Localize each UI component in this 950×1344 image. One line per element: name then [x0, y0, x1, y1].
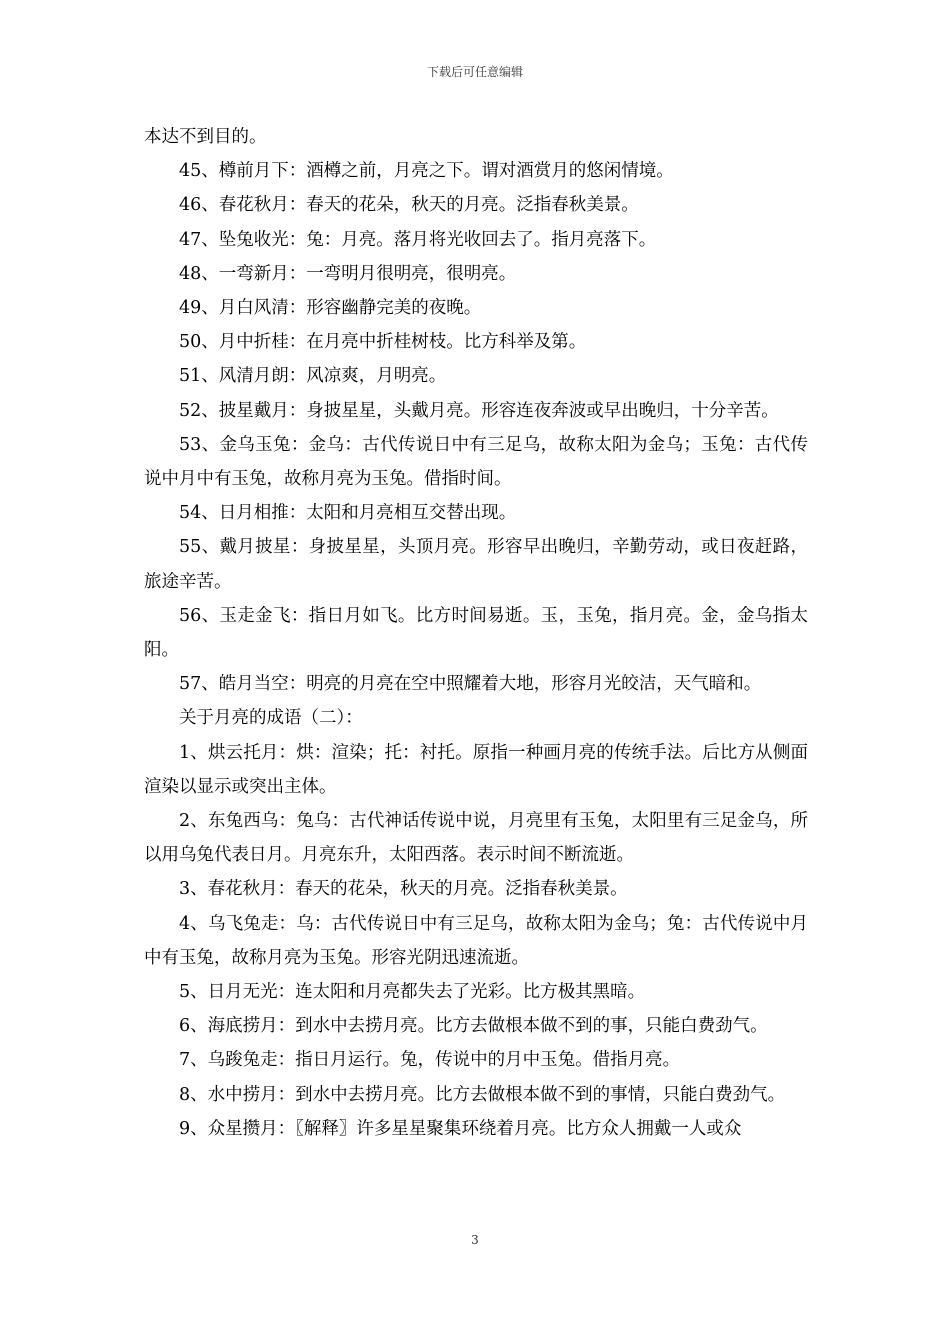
paragraph: 53、金乌玉兔：金乌：古代传说日中有三足乌，故称太阳为金乌；玉兔：古代传说中月中有玉兔，故称月亮为玉兔。借指时间。: [144, 434, 808, 490]
paragraph: 7、乌踆兔走：指日月运行。兔，传说中的月中玉兔。借指月亮。: [179, 1050, 681, 1071]
paragraph: 54、日月相推：太阳和月亮相互交替出现。: [179, 503, 517, 524]
paragraph: 1、烘云托月：烘：渲染；托：衬托。原指一种画月亮的传统手法。后比方从侧面渲染以显示或突出主体。: [144, 742, 808, 797]
paragraph: 48、一弯新月：一弯明月很明亮，很明亮。: [179, 263, 517, 284]
page-number: 3: [471, 1233, 479, 1247]
document-body: [144, 120, 808, 1146]
paragraph: 2、东兔西乌：兔乌：古代神话传说中说，月亮里有玉兔，太阳里有三足金乌，所以用乌兔代表日月。月亮东升，太阳西落。表示时间不断流逝。: [144, 811, 808, 866]
paragraph: 50、月中折桂：在月亮中折桂树枝。比方科举及第。: [179, 332, 587, 353]
paragraph: 49、月白风清：形容幽静完美的夜晚。: [179, 298, 482, 319]
paragraph: 46、春花秋月：春天的花朵，秋天的月亮。泛指春秋美景。: [179, 195, 639, 216]
paragraph: 47、坠兔收光：兔：月亮。落月将光收回去了。指月亮落下。: [179, 229, 657, 250]
paragraph: 9、众星攒月：〖解释〗许多星星聚集环绕着月亮。比方众人拥戴一人或众: [179, 1118, 742, 1139]
paragraph: 57、皓月当空：明亮的月亮在空中照耀着大地，形容月光皎洁，天气暗和。: [179, 674, 762, 695]
paragraph: 8、水中捞月：到水中去捞月亮。比方去做根本做不到的事情，只能白费劲气。: [179, 1084, 786, 1105]
section-heading: 关于月亮的成语（二）：: [179, 708, 363, 729]
paragraph: 52、披星戴月：身披星星，头戴月亮。形容连夜奔波或早出晚归，十分辛苦。: [179, 400, 779, 421]
paragraph: 55、戴月披星：身披星星，头顶月亮。形容早出晚归，辛勤劳动，或日夜赶路，旅途辛苦。: [144, 537, 808, 592]
page-header: 下载后可任意编辑: [426, 65, 523, 79]
paragraph: 本达不到目的。: [144, 127, 267, 147]
paragraph: 56、玉走金飞：指日月如飞。比方时间易逝。玉，玉兔，指月亮。金，金乌指太阳。: [144, 605, 808, 661]
paragraph: 5、日月无光：连太阳和月亮都失去了光彩。比方极其黑暗。: [179, 982, 646, 1003]
paragraph: 6、海底捞月：到水中去捞月亮。比方去做根本做不到的事，只能白费劲气。: [179, 1016, 768, 1037]
paragraph: 3、春花秋月：春天的花朵，秋天的月亮。泛指春秋美景。: [179, 879, 628, 900]
paragraph: 51、风清月朗：风凉爽，月明亮。: [179, 366, 447, 387]
paragraph: 4、乌飞兔走：乌：古代传说日中有三足乌，故称太阳为金乌；兔：古代传说中月中有玉兔，故称月亮为玉兔。形容光阴迅速流逝。: [144, 913, 808, 968]
paragraph: 45、樽前月下：酒樽之前，月亮之下。谓对酒赏月的悠闲情境。: [179, 161, 674, 182]
